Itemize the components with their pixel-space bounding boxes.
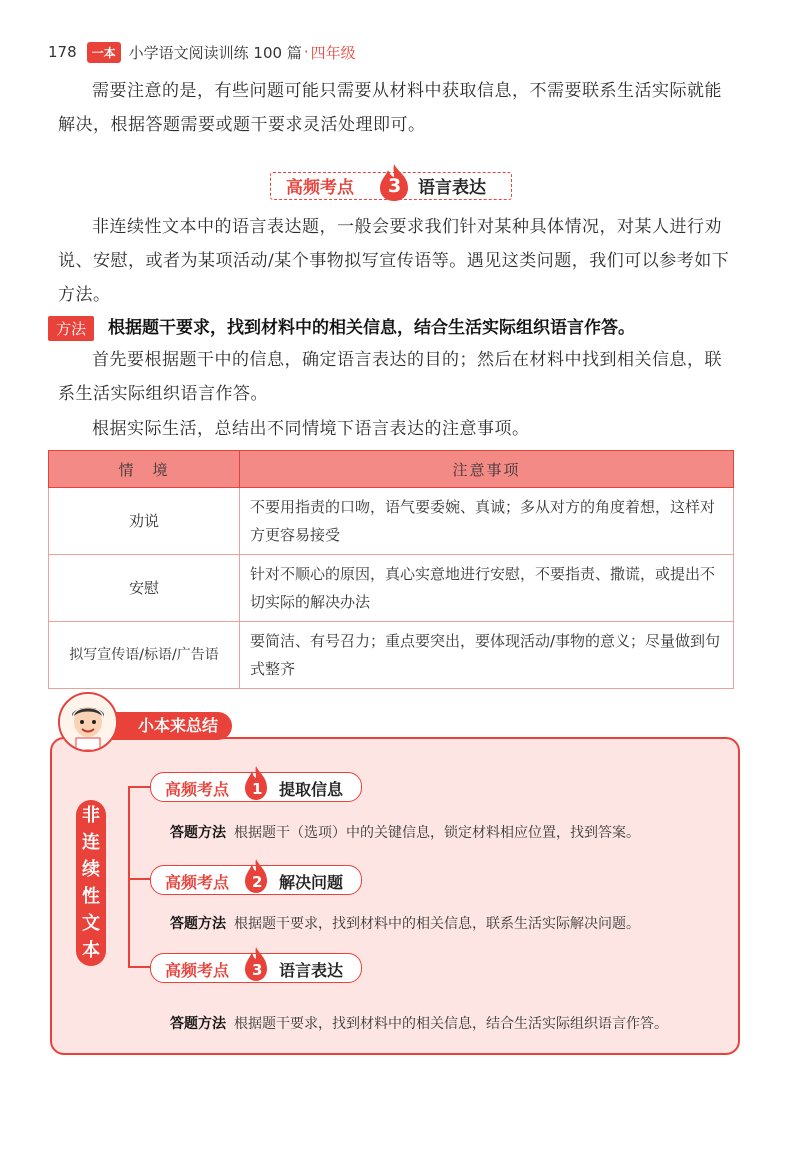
summary-item-pill (150, 772, 362, 802)
table-cell-situation: 拟写宣传语/标语/广告语 (49, 622, 240, 689)
table-cell-situation: 安慰 (49, 555, 240, 622)
summary-bracket (128, 786, 130, 966)
section-paragraph-1: 非连续性文本中的语言表达题，一般会要求我们针对某种具体情况，对某人进行劝说、安慰，或者为某项活动/某个事物拟写宣传语等。遇见这类问题，我们可以参考如下方法。 (58, 217, 730, 305)
item-label: 高频考点 (165, 873, 230, 892)
summary-vertical-label (76, 800, 106, 966)
table-cell-notes: 要简洁、有号召力；重点要突出，要体现活动/事物的意义；尽量做到句式整齐 (240, 622, 734, 689)
section-paragraph-2: 首先要根据题干中的信息，确定语言表达的目的；然后在材料中找到相关信息，联系生活实际组织语言作答。 (58, 350, 722, 404)
item-title: 解决问题 (279, 873, 344, 892)
item-number: 3 (252, 961, 263, 979)
method-label: 答题方法 (170, 825, 226, 841)
item-method (170, 1013, 668, 1033)
brand-logo: 一本 (87, 42, 121, 63)
item-title: 提取信息 (279, 780, 344, 799)
summary-item-pill (150, 953, 362, 983)
intro-paragraph: 需要注意的是，有些问题可能只需要从材料中获取信息，不需要联系生活实际就能解决，根据答题需要或题干要求灵活处理即可。 (58, 81, 722, 135)
grade-label: 四年级 (310, 43, 356, 62)
summary-item-pill (150, 865, 362, 895)
method-description: 根据题干要求，找到材料中的相关信息，联系生活实际解决问题。 (234, 916, 640, 932)
table-row (49, 555, 734, 622)
item-method (170, 913, 640, 933)
table-cell-notes: 不要用指责的口吻，语气要委婉、真诚；多从对方的角度着想，这样对方更容易接受 (240, 488, 734, 555)
section-number: 3 (388, 175, 402, 197)
method-text: 根据题干要求，找到材料中的相关信息，结合生活实际组织语言作答。 (108, 318, 635, 338)
section-title (270, 162, 514, 202)
method-label: 答题方法 (170, 1016, 226, 1032)
method-tag: 方法 (48, 316, 94, 341)
table-cell-situation: 劝说 (49, 488, 240, 555)
table-header-notes: 注意事项 (240, 451, 734, 488)
item-label: 高频考点 (165, 780, 230, 799)
mascot-icon (60, 694, 116, 750)
table-cell-notes: 针对不顺心的原因，真心实意地进行安慰，不要指责、撒谎，或提出不切实际的解决办法 (240, 555, 734, 622)
method-description: 根据题干要求，找到材料中的相关信息，结合生活实际组织语言作答。 (234, 1016, 668, 1032)
table-header-situation: 情 境 (49, 451, 240, 488)
vertical-label-text: 非连续性文本 (82, 805, 100, 961)
item-number: 1 (252, 780, 263, 798)
section-paragraph-3: 根据实际生活，总结出不同情境下语言表达的注意事项。 (92, 419, 530, 439)
section-label: 高频考点 (284, 173, 356, 198)
table-row (49, 622, 734, 689)
branch-line (128, 878, 150, 880)
item-label: 高频考点 (165, 961, 230, 980)
branch-line (128, 786, 150, 788)
page-header (48, 40, 356, 64)
section-heading: 语言表达 (416, 173, 488, 198)
notes-table (48, 450, 734, 689)
item-method (170, 822, 640, 842)
summary-heading: 小本来总结 (112, 712, 232, 740)
item-title: 语言表达 (279, 961, 344, 980)
item-number: 2 (252, 873, 263, 891)
method-label: 答题方法 (170, 916, 226, 932)
title-separator: · (303, 43, 309, 61)
book-title: 小学语文阅读训练 100 篇 (128, 43, 302, 62)
table-row (49, 488, 734, 555)
table-header-row (49, 451, 734, 488)
branch-line (128, 966, 150, 968)
page-number: 178 (48, 43, 77, 61)
mascot-avatar (58, 692, 118, 752)
method-description: 根据题干（选项）中的关键信息，锁定材料相应位置，找到答案。 (234, 825, 640, 841)
